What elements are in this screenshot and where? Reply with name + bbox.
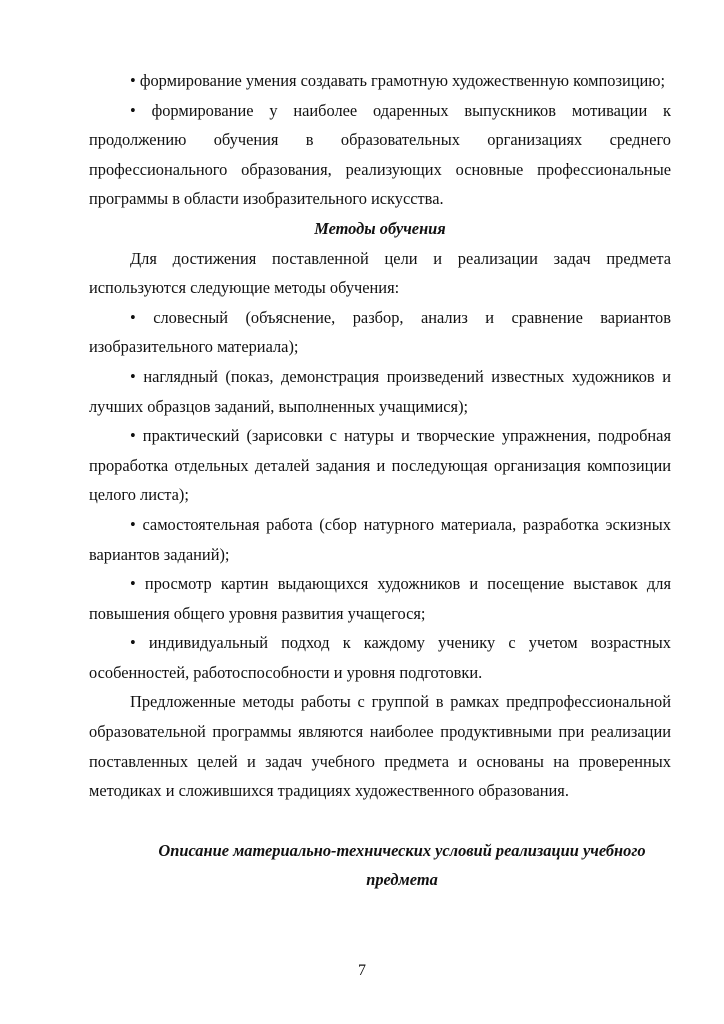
methods-heading: Методы обучения xyxy=(314,218,446,238)
intro-bullet-motivation: • формирование у наиболее одаренных выпускников мотивации к продолжению обучения в образовательных организациях среднего профессионального образования, реализующих основные профессиональные программы в области изобразительного искусства. xyxy=(89,96,671,214)
method-bullet-verbal: • словесный (объяснение, разбор, анализ и сравнение вариантов изобразительного материала); xyxy=(89,303,671,362)
section-heading xyxy=(89,836,671,895)
document-page xyxy=(89,66,671,895)
method-bullet-viewing: • просмотр картин выдающихся художников и посещение выставок для повышения общего уровня развития учащегося; xyxy=(89,569,671,628)
method-bullet-visual: • наглядный (показ, демонстрация произведений известных художников и лучших образцов заданий, выполненных учащимися); xyxy=(89,362,671,421)
method-bullet-practical: • практический (зарисовки с натуры и творческие упражнения, подробная проработка отдельных деталей задания и последующая организация композиции целого листа); xyxy=(89,421,671,510)
methods-conclusion-paragraph: Предложенные методы работы с группой в рамках предпрофессиональной образовательной программы являются наиболее продуктивными при реализации поставленных целей и задач учебного предмета и основаны на проверенных методиках и сложившихся традициях художественного образования. xyxy=(89,692,671,801)
method-bullet-independent: • самостоятельная работа (сбор натурного материала, разработка эскизных вариантов заданий); xyxy=(89,510,671,569)
methods-intro-paragraph: Для достижения поставленной цели и реализации задач предмета используются следующие методы обучения: xyxy=(89,248,671,298)
section-heading-line-1: Описание материально-технических условий реализации учебного xyxy=(158,840,646,860)
section-spacer xyxy=(89,806,671,836)
intro-bullet-composition: • формирование умения создавать грамотную художественную композицию; xyxy=(89,66,671,96)
section-heading-line-2: предмета xyxy=(366,870,438,890)
method-bullet-individual: • индивидуальный подход к каждому ученику с учетом возрастных особенностей, работоспособности и уровня подготовки. xyxy=(89,628,671,687)
page-number: 7 xyxy=(358,962,366,979)
